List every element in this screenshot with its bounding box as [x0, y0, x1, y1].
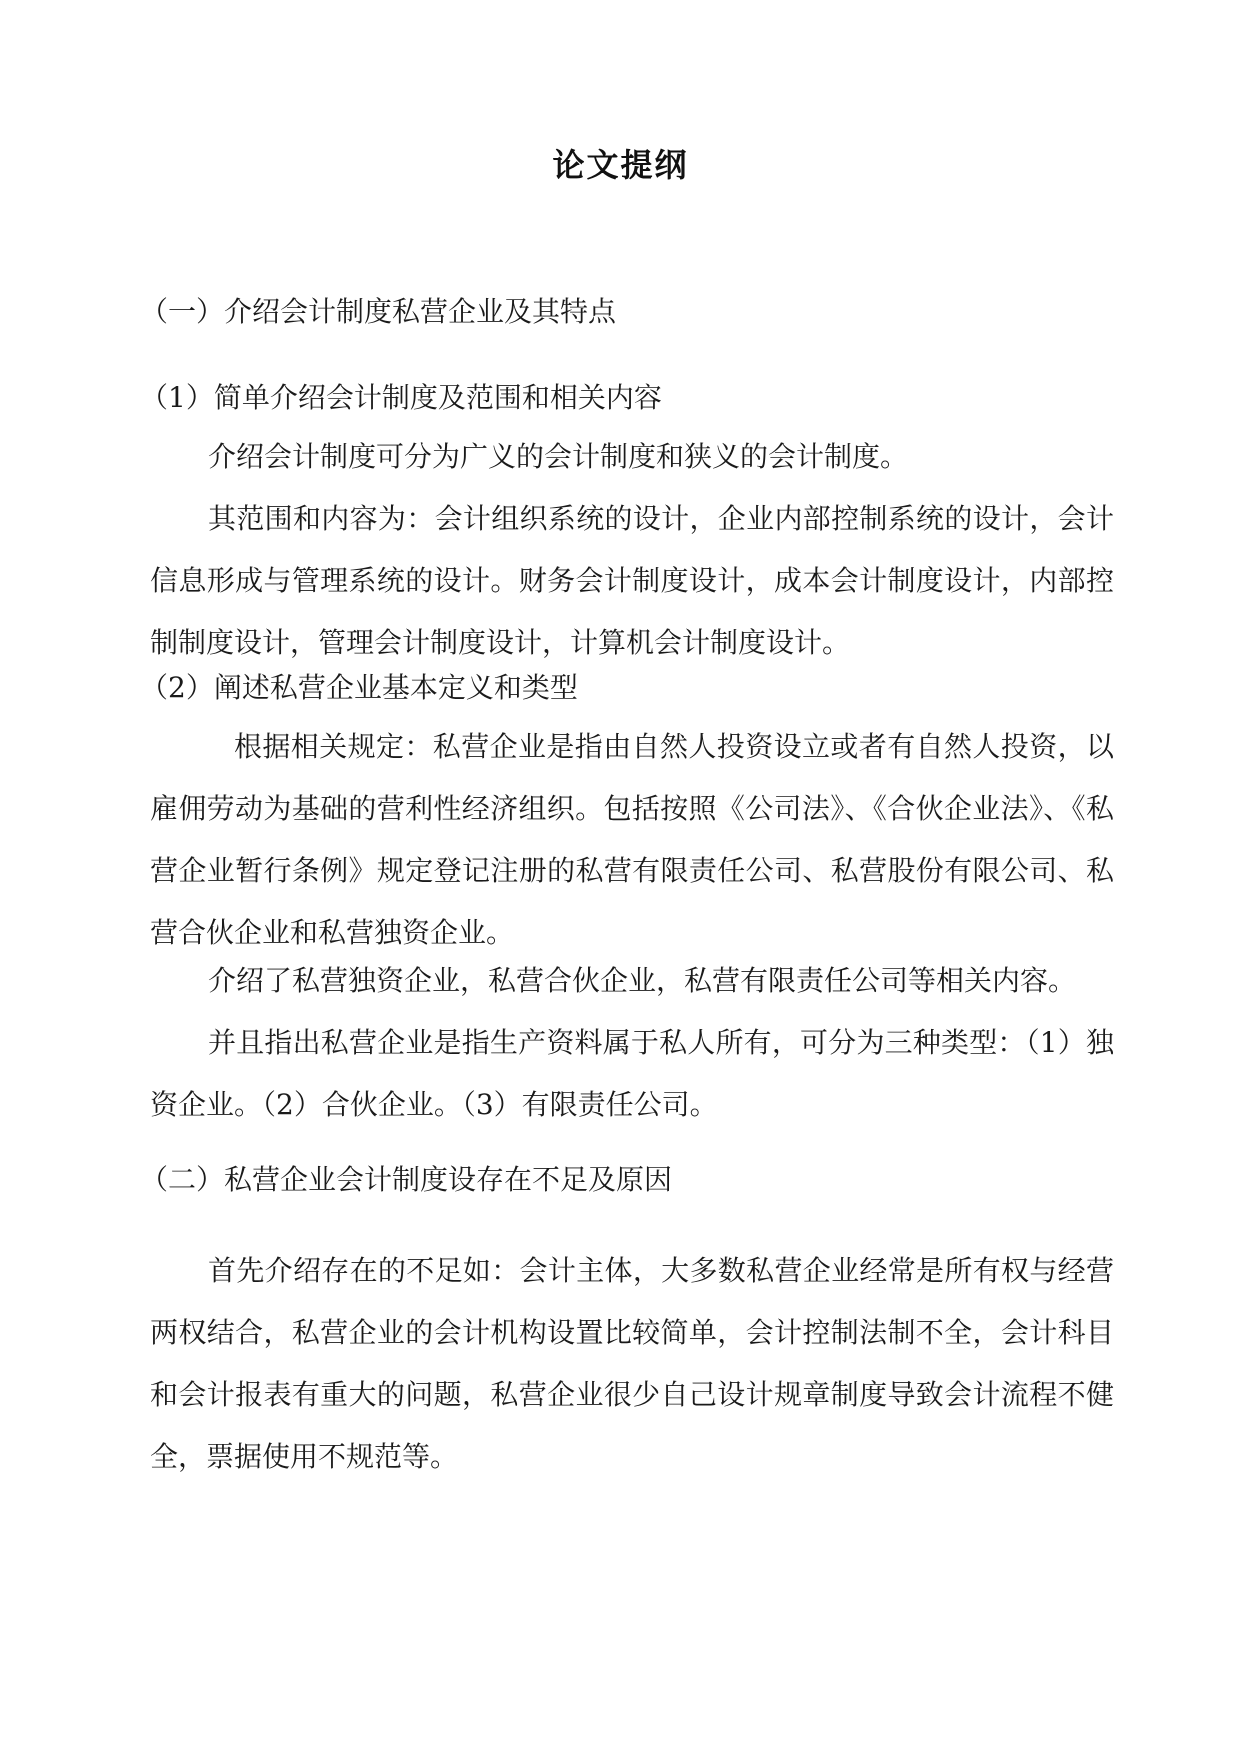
paragraph-deficiencies: 首先介绍存在的不足如：会计主体，大多数私营企业经常是所有权与经营两权结合，私营企业的会计机构设置比较简单，会计控制法制不全，会计科目和会计报表有重大的问题，私营企业很少自己设计规章制度导致会计流程不健全，票据使用不规范等。: [150, 1254, 1114, 1473]
subsection-heading-2: （2）阐述私营企业基本定义和类型: [140, 671, 578, 704]
paragraph-enterprise-types: 并且指出私营企业是指生产资料属于私人所有，可分为三种类型：（1）独资企业。（2）合伙企业。（3）有限责任公司。: [150, 1026, 1114, 1121]
subsection-heading-1: （1）简单介绍会计制度及范围和相关内容: [140, 381, 662, 414]
paragraph-private-enterprise-definition: 根据相关规定：私营企业是指由自然人投资设立或者有自然人投资，以雇佣劳动为基础的营利性经济组织。包括按照《公司法》、《合伙企业法》、《私营企业暂行条例》规定登记注册的私营有限责任公司、私营股份有限公司、私营合伙企业和私营独资企业。: [150, 730, 1114, 949]
paragraph-enterprise-types-intro: 介绍了私营独资企业，私营合伙企业，私营有限责任公司等相关内容。: [208, 964, 1077, 997]
paragraph-definition: 介绍会计制度可分为广义的会计制度和狭义的会计制度。: [208, 440, 909, 473]
paragraph-scope: 其范围和内容为：会计组织系统的设计，企业内部控制系统的设计，会计信息形成与管理系统的设计。财务会计制度设计，成本会计制度设计，内部控制制度设计，管理会计制度设计，计算机会计制度设计。: [150, 502, 1114, 659]
page-title: 论文提纲: [552, 146, 689, 184]
section-heading-2: （二）私营企业会计制度设存在不足及原因: [140, 1163, 673, 1196]
section-heading-1: （一）介绍会计制度私营企业及其特点: [140, 295, 617, 328]
